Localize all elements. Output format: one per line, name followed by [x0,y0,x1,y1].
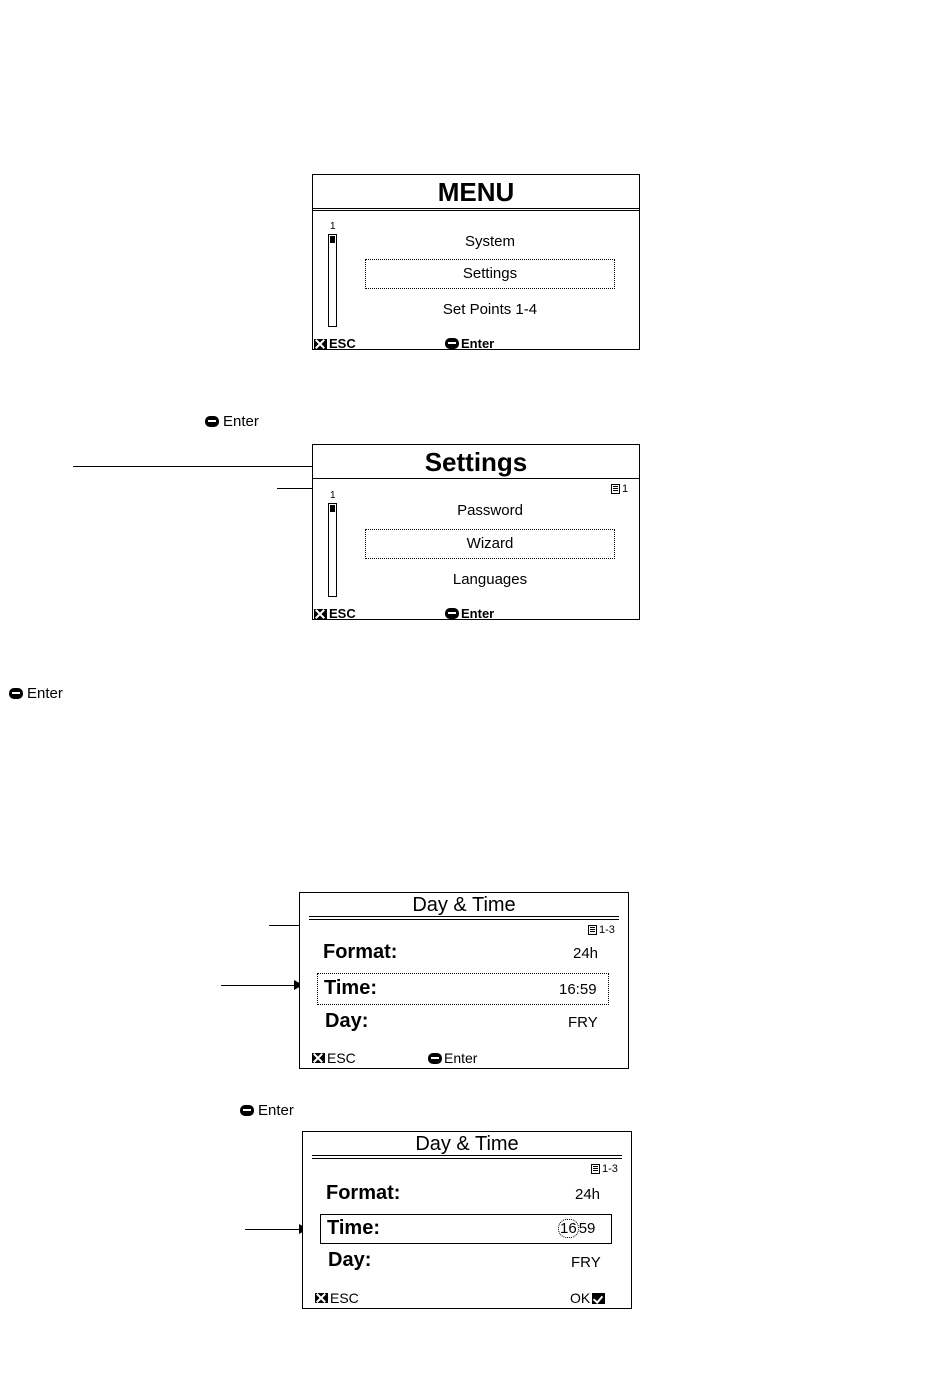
esc-button[interactable] [314,606,356,621]
format-value[interactable]: 24h [575,1186,601,1203]
time-hour-editing[interactable]: 16 [560,1220,577,1237]
enter-label: Enter [223,413,259,430]
day-label: Day: [325,1010,369,1032]
title-divider [313,210,639,211]
menu-item-settings[interactable]: Settings [365,259,615,289]
format-value[interactable]: 24h [573,945,599,962]
esc-icon [312,1053,325,1063]
daytime-title: Day & Time [415,1133,519,1155]
menu-item-system[interactable]: System [464,233,515,250]
settings-title: Settings [424,447,528,477]
scrollbar[interactable] [328,503,337,597]
enter-icon [240,1105,254,1116]
esc-icon [315,1293,328,1303]
ok-icon [592,1293,605,1304]
menu-item-set-points[interactable]: Set Points 1-4 [442,301,538,318]
step3-enter-hint [240,1102,294,1119]
time-row[interactable] [320,1214,612,1244]
enter-button[interactable] [445,336,494,351]
scrollbar[interactable] [328,234,337,327]
esc-icon [314,609,327,619]
time-row[interactable] [317,973,609,1005]
time-value [558,1220,595,1237]
enter-label: Enter [461,606,495,621]
page-icon [591,1164,600,1174]
enter-label: Enter [444,1050,478,1066]
esc-label: ESC [329,336,356,351]
scrollbar-thumb[interactable] [330,236,335,243]
enter-button[interactable] [445,606,494,621]
title-divider [312,1155,622,1156]
page-number: 1-3 [599,924,615,936]
page-indicator [588,924,615,936]
time-label: Time: [324,977,377,999]
menu-screen [312,174,640,350]
page-indicator [611,483,628,495]
day-value[interactable]: FRY [568,1014,598,1031]
day-value[interactable]: FRY [571,1254,601,1271]
enter-icon [445,608,459,619]
menu-item-wizard[interactable]: Wizard [365,529,615,559]
page-icon [588,925,597,935]
page-number: 1-3 [602,1163,618,1175]
menu-item-password[interactable]: Password [457,502,523,519]
enter-label: Enter [461,336,495,351]
page-number: 1 [622,483,629,495]
enter-icon [445,338,459,349]
arrow-to-time-row [221,985,302,986]
menu-title: MENU [437,177,515,207]
step2-enter-hint [9,685,63,702]
enter-button[interactable] [428,1050,477,1066]
enter-icon [428,1053,442,1064]
time-minute[interactable]: 59 [578,1220,596,1237]
daytime-title: Day & Time [412,894,516,916]
title-divider [313,478,639,479]
step1-enter-hint [205,413,259,430]
ok-label: OK [570,1290,591,1306]
enter-icon [9,688,23,699]
format-label: Format: [323,941,398,963]
scroll-index: 1 [330,221,336,232]
settings-screen [312,444,640,620]
daytime-screen-2 [302,1131,632,1309]
esc-label: ESC [327,1050,356,1066]
daytime-screen-1 [299,892,629,1069]
format-label: Format: [326,1182,401,1204]
esc-button[interactable] [315,1290,359,1306]
arrow-to-time-row [245,1229,307,1230]
enter-label: Enter [258,1102,294,1119]
day-label: Day: [328,1249,372,1271]
page-icon [611,484,620,494]
menu-item-languages[interactable]: Languages [452,571,528,588]
title-divider [313,208,639,209]
ok-button[interactable] [570,1290,605,1306]
title-divider [309,919,619,920]
enter-icon [205,416,219,427]
esc-label: ESC [330,1290,359,1306]
title-divider [312,1158,622,1159]
esc-label: ESC [329,606,356,621]
esc-icon [314,339,327,349]
scroll-index: 1 [330,490,336,501]
time-label: Time: [327,1217,380,1239]
enter-label: Enter [27,685,63,702]
title-divider [309,916,619,917]
esc-button[interactable] [314,336,356,351]
scrollbar-thumb[interactable] [330,505,335,512]
time-value: 16:59 [559,981,597,998]
esc-button[interactable] [312,1050,356,1066]
page-indicator [591,1163,618,1175]
